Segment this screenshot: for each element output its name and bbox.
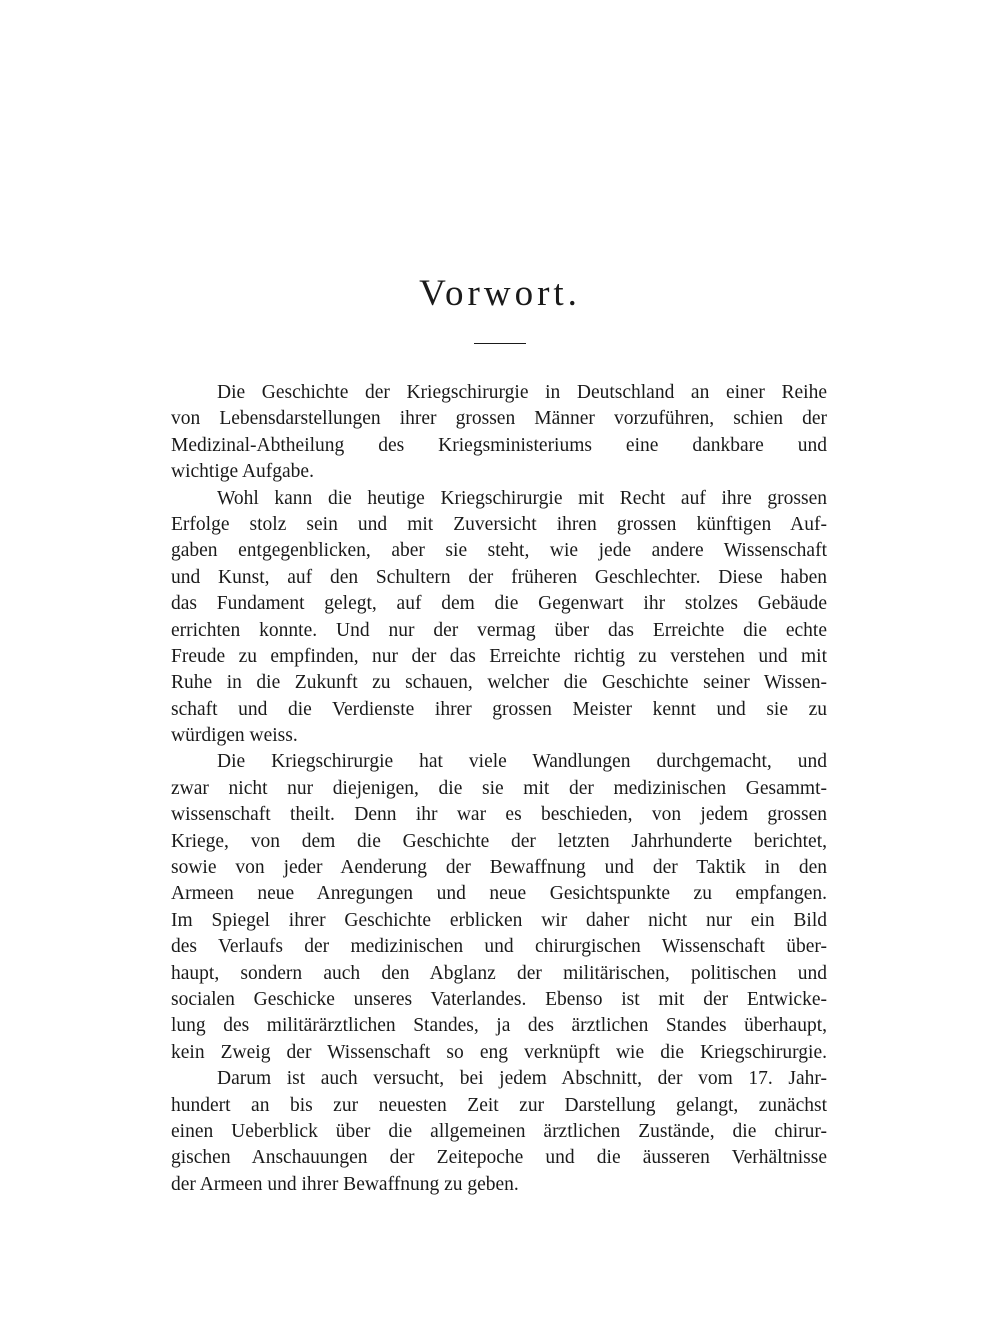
text-line: errichten konnte. Und nur der vermag über das Erreichte die echte [171, 619, 827, 641]
paragraph-3 [171, 749, 827, 1066]
text-line: das Fundament gelegt, auf dem die Gegenwart ihr stolzes Gebäude [171, 593, 827, 615]
text-line: Wohl kann die heutige Kriegschirurgie mit Recht auf ihre grossen [217, 487, 827, 509]
text-line: und Kunst, auf den Schultern der früheren Geschlechter. Diese haben [171, 566, 827, 588]
title-divider [474, 343, 526, 344]
text-line: sowie von jeder Aenderung der Bewaffnung und der Taktik in den [171, 857, 827, 879]
body-text [171, 380, 827, 1198]
text-line: Freude zu empfinden, nur der das Erreichte richtig zu verstehen und mit [171, 645, 827, 667]
text-line: gaben entgegenblicken, aber sie steht, wie jede andere Wissenschaft [171, 540, 827, 562]
text-line: Armeen neue Anregungen und neue Gesichtspunkte zu empfangen. [171, 883, 827, 905]
text-line: lung des militärärztlichen Standes, ja des ärztlichen Standes überhaupt, [171, 1015, 827, 1037]
text-line: Kriege, von dem die Geschichte der letzten Jahrhunderte berichtet, [171, 830, 827, 852]
text-line: Die Geschichte der Kriegschirurgie in Deutschland an einer Reihe [217, 382, 827, 403]
text-line: gischen Anschauungen der Zeitepoche und die äusseren Verhältnisse [171, 1147, 827, 1169]
paragraph-1 [171, 380, 827, 486]
text-line: Im Spiegel ihrer Geschichte erblicken wir daher nicht nur ein Bild [171, 909, 827, 931]
text-line: Ruhe in die Zukunft zu schauen, welcher die Geschichte seiner Wissen- [171, 672, 827, 694]
text-line: würdigen weiss. [171, 725, 298, 747]
text-line: schaft und die Verdienste ihrer grossen Meister kennt und sie zu [171, 698, 827, 720]
text-line: Die Kriegschirurgie hat viele Wandlungen durchgemacht, und [217, 751, 827, 773]
paragraph-4 [171, 1066, 827, 1198]
text-line: Darum ist auch versucht, bei jedem Abschnitt, der vom 17. Jahr- [217, 1068, 827, 1090]
text-line: kein Zweig der Wissenschaft so eng verknüpft wie die Kriegschirurgie. [171, 1041, 827, 1063]
page-title: Vorwort. [419, 273, 581, 314]
paragraph-2 [171, 486, 827, 750]
text-line: wissenschaft theilt. Denn ihr war es beschieden, von jedem grossen [171, 804, 827, 826]
text-line: des Verlaufs der medizinischen und chirurgischen Wissenschaft über- [171, 936, 827, 958]
text-line: zwar nicht nur diejenigen, die sie mit der medizinischen Gesammt- [171, 777, 827, 799]
text-line: hundert an bis zur neuesten Zeit zur Darstellung gelangt, zunächst [171, 1094, 827, 1116]
text-line: der Armeen und ihrer Bewaffnung zu geben. [171, 1173, 519, 1195]
text-line: von Lebensdarstellungen ihrer grossen Männer vorzuführen, schien der [171, 408, 827, 430]
text-line: haupt, sondern auch den Abglanz der militärischen, politischen und [171, 962, 827, 984]
text-line: wichtige Aufgabe. [171, 461, 314, 483]
text-line: einen Ueberblick über die allgemeinen ärztlichen Zustände, die chirur- [171, 1120, 827, 1142]
text-line: Medizinal-Abtheilung des Kriegsministeriums eine dankbare und [171, 434, 827, 456]
text-line: Erfolge stolz sein und mit Zuversicht ihren grossen künftigen Auf- [171, 513, 827, 535]
text-line: socialen Geschicke unseres Vaterlandes. Ebenso ist mit der Entwicke- [171, 988, 827, 1010]
